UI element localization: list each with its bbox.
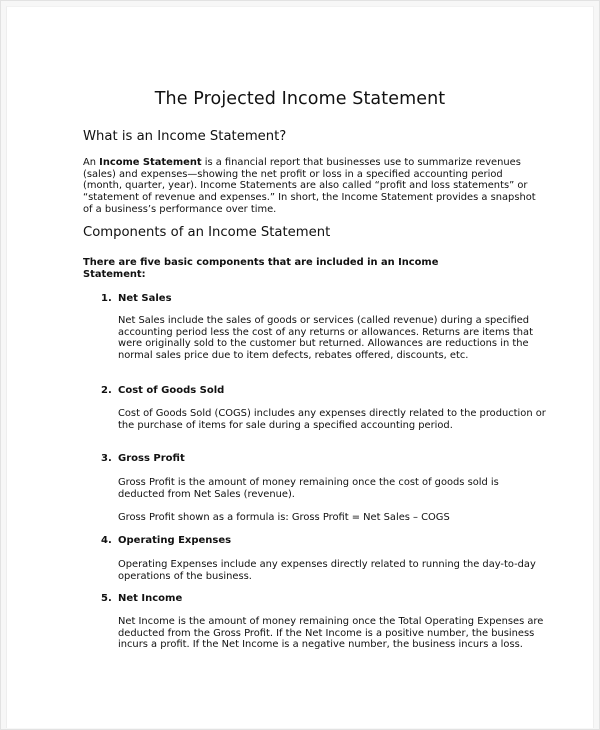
list-title: Cost of Goods Sold — [118, 385, 225, 396]
component-body-cogs: Cost of Goods Sold (COGS) includes any expenses directly related to the production or the purchase of items for sale during a specified accounting period. — [118, 408, 546, 431]
gross-profit-formula: Gross Profit shown as a formula is: Gross Profit = Net Sales – COGS — [118, 512, 450, 523]
component-body-gross-profit: Gross Profit is the amount of money remaining once the cost of goods sold is deducted from Net Sales (revenue). — [118, 477, 499, 500]
document-title: The Projected Income Statement — [154, 89, 446, 109]
section-heading-what-is: What is an Income Statement? — [83, 129, 287, 144]
list-title: Net Income — [118, 593, 183, 604]
list-title: Operating Expenses — [118, 535, 232, 546]
component-title-net-income — [101, 593, 182, 604]
component-body-net-sales: Net Sales include the sales of goods or services (called revenue) during a specified accounting period less the cost of any returns or allowances. Returns are items that were originally sold to the customer but returned. Allowances are reductions in the normal sales price due to item defects, rebates offered, discounts, etc. — [118, 315, 533, 362]
list-title: Gross Profit — [118, 453, 185, 464]
list-number: 3. — [101, 453, 112, 464]
list-number: 5. — [101, 593, 112, 604]
intro-prefix: An — [83, 157, 100, 168]
section-heading-components: Components of an Income Statement — [83, 225, 331, 240]
component-title-cogs — [101, 385, 224, 396]
page-frame — [1, 1, 599, 729]
document-page — [6, 6, 594, 728]
list-number: 1. — [101, 293, 112, 304]
component-title-operating-expenses — [101, 535, 231, 546]
components-lead: There are five basic components that are included in an Income Statement: — [83, 257, 439, 280]
list-number: 2. — [101, 385, 112, 396]
component-title-gross-profit — [101, 453, 185, 464]
component-title-net-sales — [101, 293, 172, 304]
component-body-net-income: Net Income is the amount of money remaining once the Total Operating Expenses are deducted from the Gross Profit. If the Net Income is a positive number, the business incurs a profit. If the Net Income is a negative number, the business incurs a loss. — [118, 616, 544, 651]
component-body-operating-expenses: Operating Expenses include any expenses directly related to running the day-to-day operations of the business. — [118, 559, 536, 582]
intro-paragraph — [83, 157, 543, 216]
intro-bold-term: Income Statement — [99, 157, 202, 168]
list-number: 4. — [101, 535, 112, 546]
list-title: Net Sales — [118, 293, 172, 304]
intro-text: is a financial report that businesses use to summarize revenues (sales) and expenses—showing the net profit or loss in a specified accounting period (month, quarter, year). Income Statements are also called “profit and loss statements” or “statement of revenue and expenses.” In short, the Income Statement provides a snapshot of a business’s performance over time. — [83, 157, 536, 215]
